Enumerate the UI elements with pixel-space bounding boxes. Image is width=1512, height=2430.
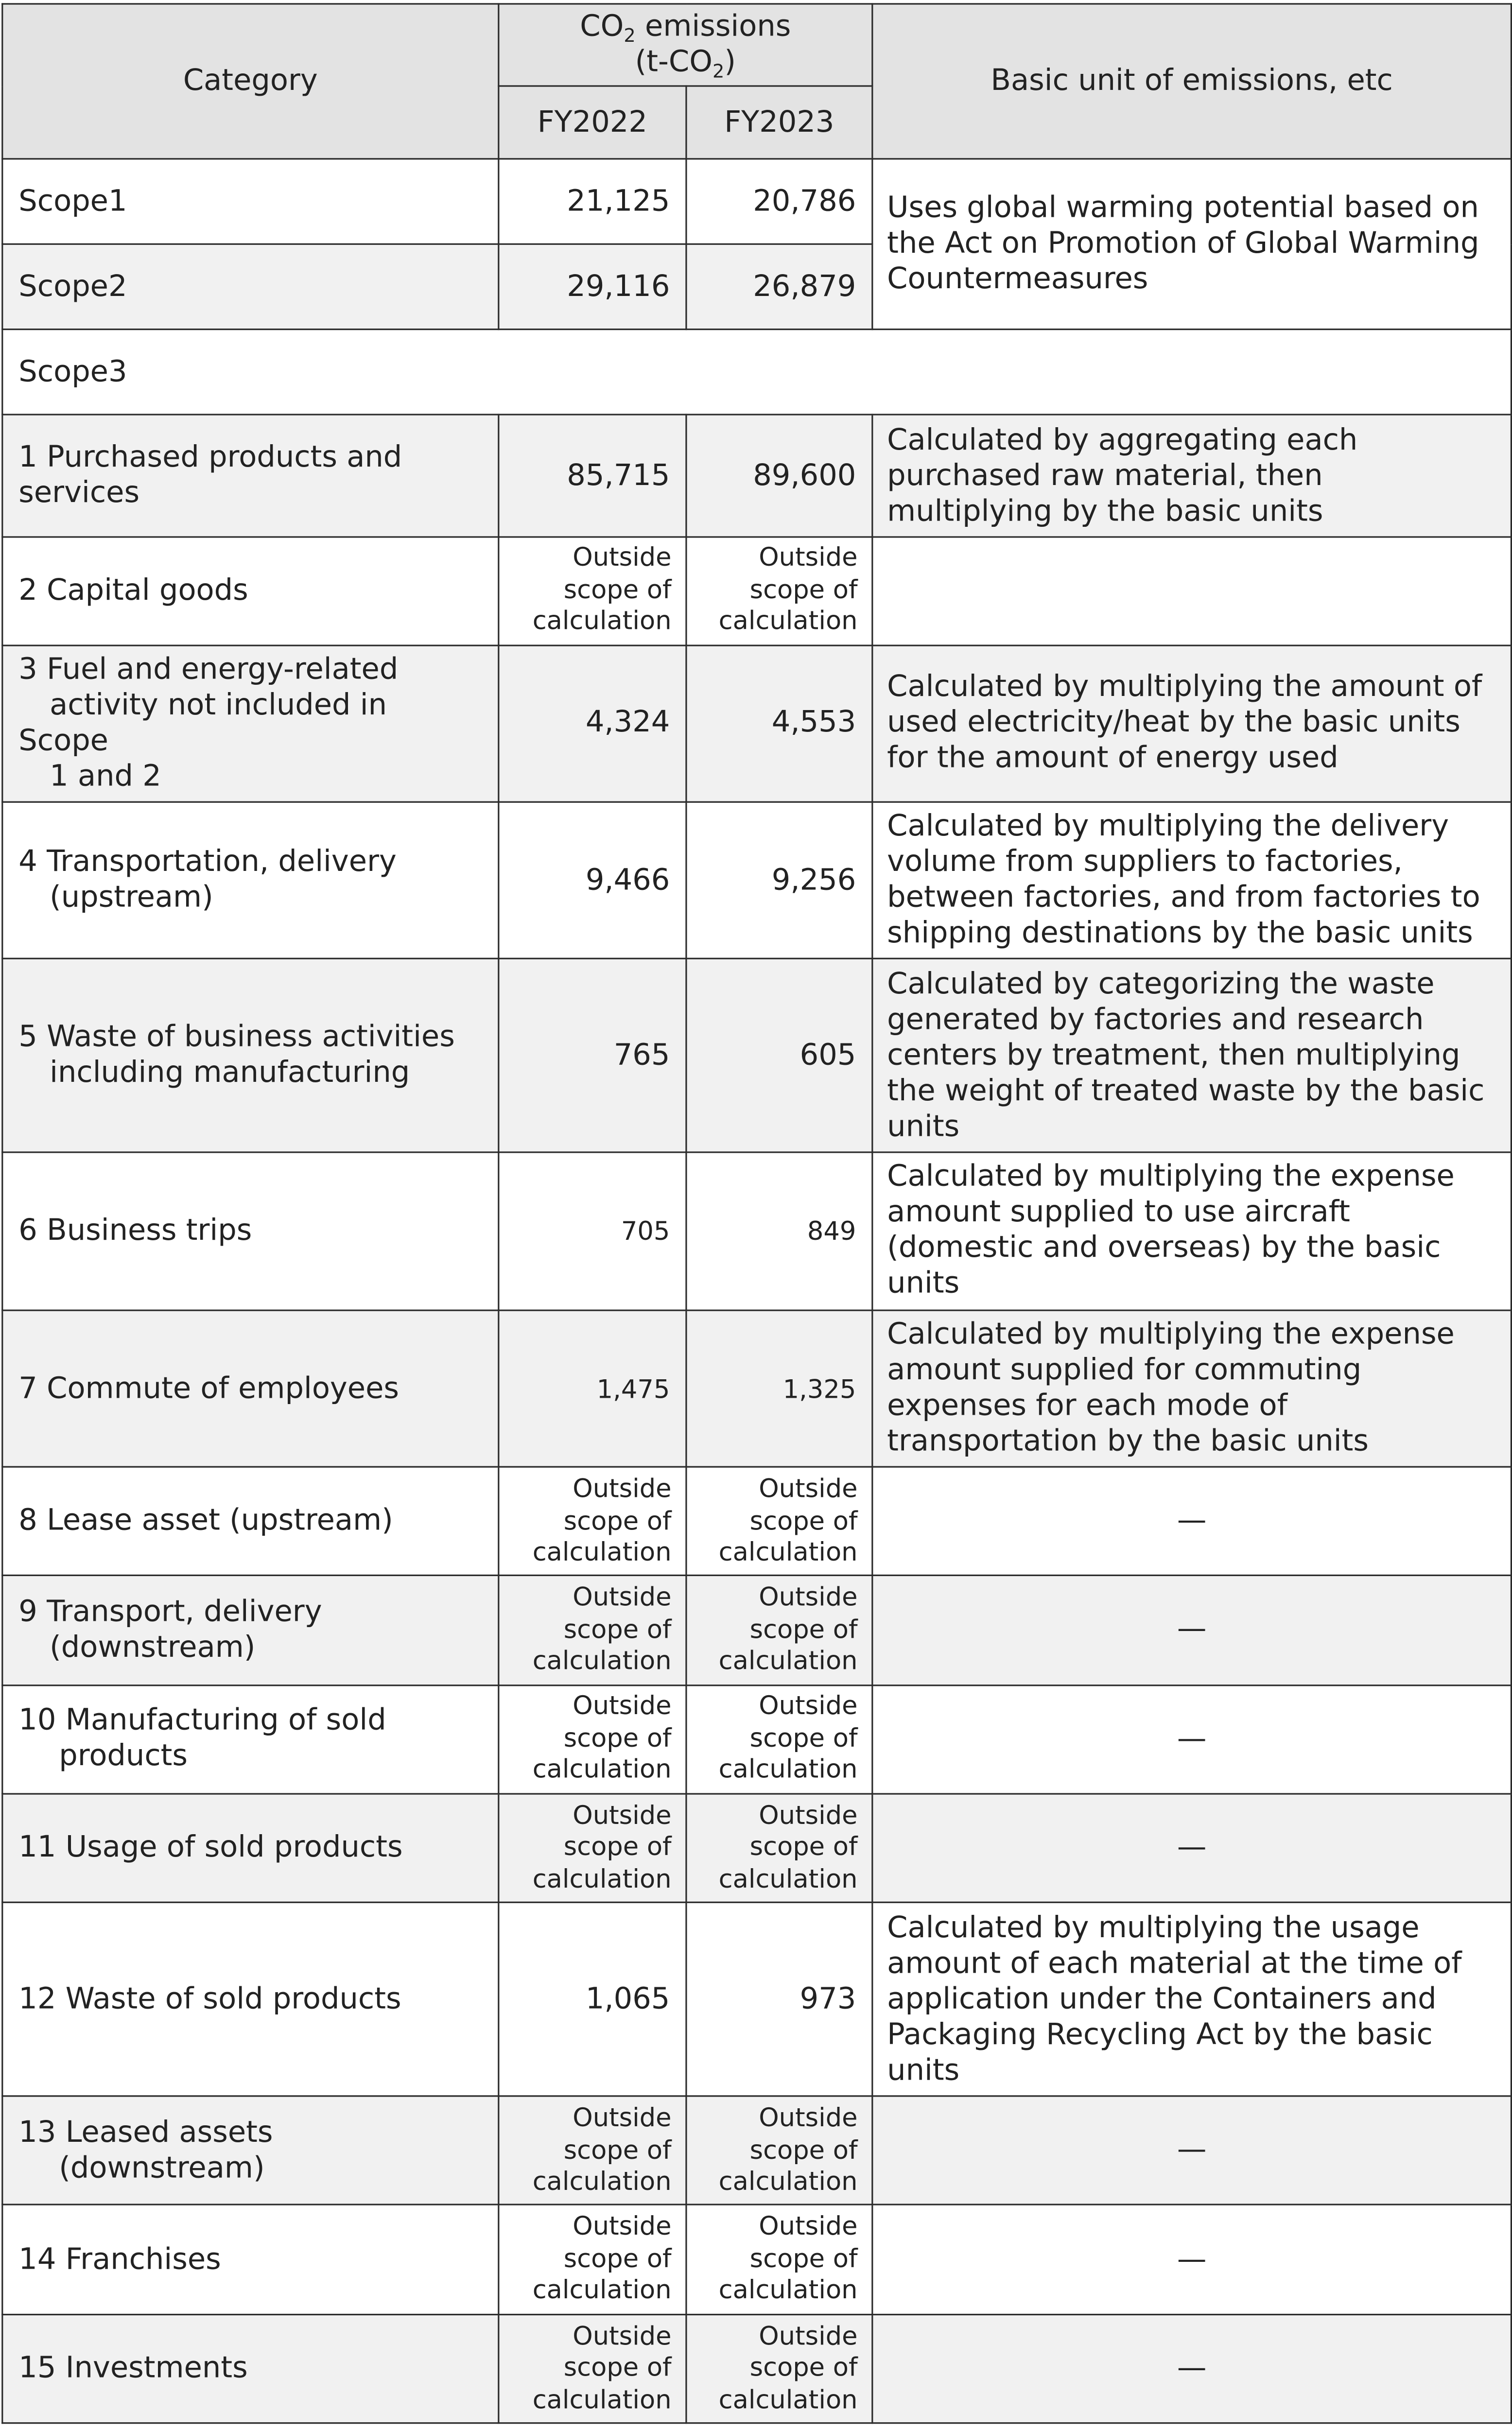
category-cell: Scope2 [2,244,499,330]
basic-unit-note: — [872,2205,1512,2314]
basic-unit-note: Calculated by categorizing the waste generated by factories and research centers by treatment, then multiplying the weight of treated waste by the basic units [872,959,1512,1151]
fy2023-value: Outside scope of calculation [686,2314,872,2423]
table-row [2,415,1512,536]
fy2022-value: Outside scope of calculation [499,2205,686,2314]
fy2023-value: 9,256 [686,802,872,959]
category-cell: 8 Lease asset (upstream) [2,1467,499,1576]
fy2022-value: Outside scope of calculation [499,537,686,645]
category-cell: 9 Transport, delivery (downstream) [2,1576,499,1685]
fy2022-value: 29,116 [499,244,686,330]
unit-label: $(t-CO_2)$ [635,45,736,83]
table-row-scope1 [2,159,1512,244]
fy2022-value: 765 [499,959,686,1151]
category-cell: 15 Investments [2,2314,499,2423]
table-row [2,1310,1512,1467]
category-cell: 11 Usage of sold products [2,1793,499,1902]
fy2023-value: 605 [686,959,872,1151]
fy2023-value: Outside scope of calculation [686,2097,872,2205]
fy2023-value: Outside scope of calculation [686,2205,872,2314]
category-cell: 3 Fuel and energy-related activity not included in Scope 1 and 2 [2,645,499,802]
category-cell: 12 Waste of sold products [2,1902,499,2097]
fy2022-value: Outside scope of calculation [499,1467,686,1576]
fy2022-value: 85,715 [499,415,686,536]
fy2022-value: 1,475 [499,1310,686,1467]
fy2022-value: 9,466 [499,802,686,959]
table-row [2,802,1512,959]
table-row [2,1684,1512,1793]
fy2023-value: 26,879 [686,244,872,330]
fy2023-value: Outside scope of calculation [686,1576,872,1685]
category-cell: 6 Business trips [2,1152,499,1310]
basic-unit-note: Calculated by aggregating each purchased raw material, then multiplying by the basic units [872,415,1512,536]
fy2023-value: Outside scope of calculation [686,1467,872,1576]
basic-unit-note: Calculated by multiplying the expense amount supplied for commuting expenses for each mode of transportation by the basic units [872,1310,1512,1467]
scope3-label: Scope3 [2,330,1512,416]
category-cell: 7 Commute of employees [2,1310,499,1467]
category-header: Category [2,4,499,159]
category-cell: 5 Waste of business activities including manufacturing [2,959,499,1151]
fy2022-value: 1,065 [499,1902,686,2097]
basic-unit-note: — [872,1684,1512,1793]
category-cell: 1 Purchased products and services [2,415,499,536]
fy2022-value: Outside scope of calculation [499,1793,686,1902]
table-row [2,2205,1512,2314]
basic-unit-note: Calculated by multiplying the usage amount of each material at the time of application under the Containers and Packaging Recycling Act by the basic units [872,1902,1512,2097]
table-row [2,1467,1512,1576]
category-cell: 14 Franchises [2,2205,499,2314]
basic-unit-note: — [872,1793,1512,1902]
fy2022-header: FY2022 [499,86,686,159]
basic-unit-note: Calculated by multiplying the amount of used electricity/heat by the basic units for the amount of energy used [872,645,1512,802]
fy2023-header: FY2023 [686,86,872,159]
fy2022-value: Outside scope of calculation [499,1684,686,1793]
fy2023-value: 89,600 [686,415,872,536]
category-cell: 4 Transportation, delivery (upstream) [2,802,499,959]
fy2023-value: Outside scope of calculation [686,537,872,645]
table-row [2,1793,1512,1902]
basic-unit-header: Basic unit of emissions, etc [872,4,1512,159]
co2-emissions-header [499,4,872,86]
emissions-table [1,3,1512,2424]
category-cell: 2 Capital goods [2,537,499,645]
table-row [2,1152,1512,1310]
table-row [2,959,1512,1151]
table-row [2,645,1512,802]
basic-unit-note [872,537,1512,645]
fy2023-value: Outside scope of calculation [686,1684,872,1793]
fy2023-value: 4,553 [686,645,872,802]
fy2023-value: 1,325 [686,1310,872,1467]
fy2023-value: Outside scope of calculation [686,1793,872,1902]
category-cell: 13 Leased assets (downstream) [2,2097,499,2205]
basic-unit-note: Calculated by multiplying the expense amount supplied to use aircraft (domestic and overseas) by the basic units [872,1152,1512,1310]
basic-unit-note: — [872,2314,1512,2423]
table-row [2,1576,1512,1685]
category-cell: Scope1 [2,159,499,244]
fy2022-value: 4,324 [499,645,686,802]
fy2023-value: 849 [686,1152,872,1310]
basic-unit-note: Calculated by multiplying the delivery volume from suppliers to factories, between factories, and from factories to shipping destinations by the basic units [872,802,1512,959]
fy2023-value: 20,786 [686,159,872,244]
fy2022-value: 21,125 [499,159,686,244]
table-row [2,537,1512,645]
table-row [2,1902,1512,2097]
category-cell: 10 Manufacturing of sold products [2,1684,499,1793]
basic-unit-note: — [872,2097,1512,2205]
fy2022-value: 705 [499,1152,686,1310]
table-row [2,2097,1512,2205]
fy2022-value: Outside scope of calculation [499,2314,686,2423]
scope12-note: Uses global warming potential based on the Act on Promotion of Global Warming Countermeasures [872,159,1512,330]
fy2023-value: 973 [686,1902,872,2097]
basic-unit-note: — [872,1576,1512,1685]
fy2022-value: Outside scope of calculation [499,1576,686,1685]
fy2022-value: Outside scope of calculation [499,2097,686,2205]
co2-label: $CO_2$ emissions [580,9,791,47]
table-row-scope3 [2,330,1512,416]
basic-unit-note: — [872,1467,1512,1576]
table-row [2,2314,1512,2423]
